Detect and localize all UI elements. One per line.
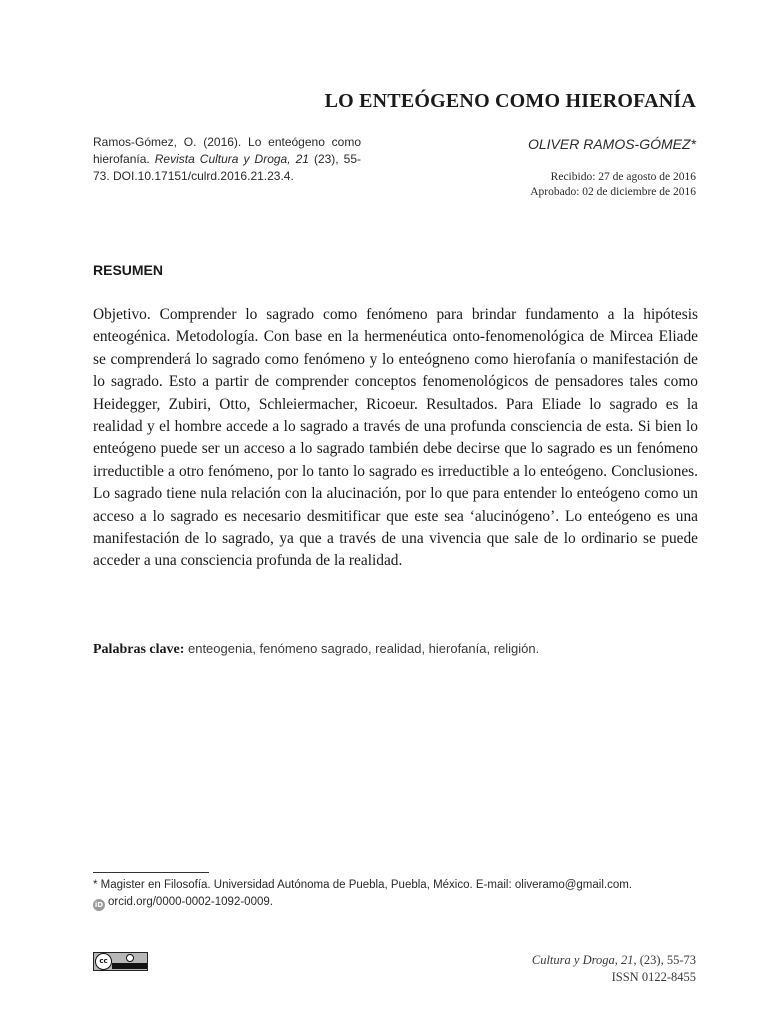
by-strip <box>112 963 147 969</box>
footnote-divider <box>93 872 209 873</box>
abstract-text: Objetivo. Comprender lo sagrado como fenómeno para brindar fundamento a la hipótesis enteogénica. Metodología. Con base en la hermenéutica onto-fenomenológica de Mircea Eliade se comprenderá lo sagrado como fenómeno y lo enteógneno como hierofanía o manifestación de lo sagrado. Esto a partir de comprender conceptos fenomenológicos de pensadores tales como Heidegger, Zubiri, Otto, Schleiermacher, Ricoeur. Resultados. Para Eliade lo sagrado es la realidad y el hombre accede a lo sagrado a través de una profunda consciencia de esta. Si bien lo enteógeno puede ser un acceso a lo sagrado también debe decirse que lo sagrado es un fenómeno irreductible a otro fenómeno, por lo tanto lo sagrado es irreductible a lo enteógeno. Conclusiones. Lo sagrado tiene nula relación con la alucinación, por lo que para entender lo enteógeno como un acceso a lo sagrado es necesario desmitificar que este sea ‘alucinógeno’. Lo enteógeno es una manifestación de lo sagrado, ya que a través de una vivencia que sale de lo ordinario se puede acceder a una consciencia profunda de la realidad. <box>93 306 698 570</box>
journal-footer <box>532 952 696 986</box>
keywords-values: enteogenia, fenómeno sagrado, realidad, hierofanía, religión. <box>184 641 540 656</box>
keywords-line <box>93 641 698 658</box>
citation-journal: Revista Cultura y Droga, 21 <box>154 152 309 166</box>
creative-commons-badge[interactable] <box>93 952 148 971</box>
submission-dates <box>530 170 696 200</box>
cc-icon: cc <box>95 953 112 970</box>
journal-footer-pages: , (23), 55-73 <box>633 953 696 967</box>
journal-issn: ISSN 0122-8455 <box>611 970 696 984</box>
citation-block <box>93 134 361 185</box>
by-attribution-icon <box>112 953 147 970</box>
author-name: OLIVER RAMOS-GÓMEZ* <box>527 136 696 152</box>
footnote-orcid-line <box>93 894 698 911</box>
author-footnote <box>93 877 698 911</box>
person-icon <box>126 954 134 962</box>
journal-citation-line <box>532 952 696 969</box>
orcid-link[interactable]: orcid.org/0000-0002-1092-0009. <box>108 896 273 908</box>
journal-footer-name: Cultura y Droga, 21 <box>531 953 634 967</box>
article-title: LO ENTEÓGENO COMO HIEROFANÍA <box>324 90 696 112</box>
keywords-label: Palabras clave: <box>93 642 185 657</box>
approved-date: Aprobado: 02 de diciembre de 2016 <box>530 186 696 198</box>
abstract-heading: RESUMEN <box>93 262 164 278</box>
received-date: Recibido: 27 de agosto de 2016 <box>550 171 696 183</box>
orcid-icon: iD <box>94 901 104 909</box>
footnote-affiliation: * Magister en Filosofía. Universidad Autónoma de Puebla, Puebla, México. E-mail: oliveramo@gmail.com. <box>93 879 633 891</box>
citation-authors: Ramos-Gómez, O. (2016). Lo enteógeno como hierofanía. <box>93 135 361 166</box>
citation-issue-doi: (23), 55-73. DOI.10.17151/culrd.2016.21.23.4. <box>93 152 362 183</box>
